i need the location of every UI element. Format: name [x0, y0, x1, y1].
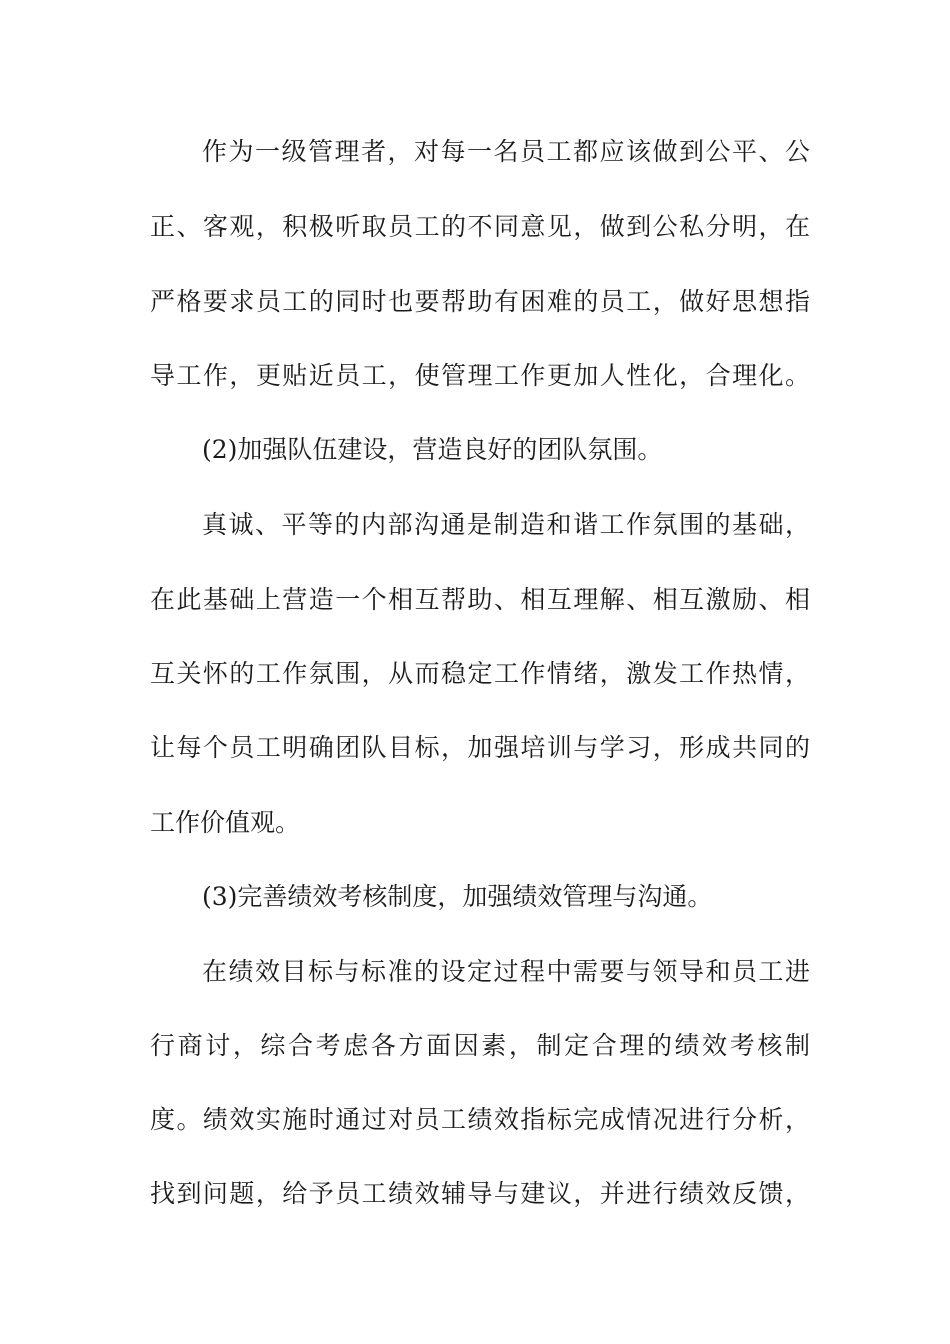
paragraph-2-line-2: 在此基础上营造一个相互帮助、相互理解、相互激励、相	[150, 585, 810, 614]
paragraph-2-line-4: 让每个员工明确团队目标，加强培训与学习，形成共同的	[150, 733, 810, 762]
paragraph-3-line-4: 找到问题，给予员工绩效辅导与建议，并进行绩效反馈，	[150, 1179, 810, 1208]
paragraph-2-line-3: 互关怀的工作氛围，从而稳定工作情绪，激发工作热情，	[150, 659, 810, 688]
paragraph-2-line-1: 真诚、平等的内部沟通是制造和谐工作氛围的基础，	[202, 510, 810, 539]
paragraph-3-line-3: 度。绩效实施时通过对员工绩效指标完成情况进行分析，	[150, 1105, 810, 1134]
section-heading-2: (2)加强队伍建设，营造良好的团队氛围。	[202, 435, 663, 464]
paragraph-2-line-5: 工作价值观。	[150, 808, 301, 837]
paragraph-1-line-2: 正、客观，积极听取员工的不同意见，做到公私分明，在	[150, 212, 810, 241]
paragraph-1-line-4: 导工作，更贴近员工，使管理工作更加人性化，合理化。	[150, 361, 810, 390]
paragraph-1-line-3: 严格要求员工的同时也要帮助有困难的员工，做好思想指	[150, 287, 810, 316]
section-heading-3: (3)完善绩效考核制度，加强绩效管理与沟通。	[202, 882, 713, 911]
paragraph-3-line-2: 行商讨，综合考虑各方面因素，制定合理的绩效考核制	[150, 1031, 810, 1060]
paragraph-1-line-1: 作为一级管理者，对每一名员工都应该做到公平、公	[202, 137, 810, 166]
paragraph-3-line-1: 在绩效目标与标准的设定过程中需要与领导和员工进	[202, 957, 810, 986]
